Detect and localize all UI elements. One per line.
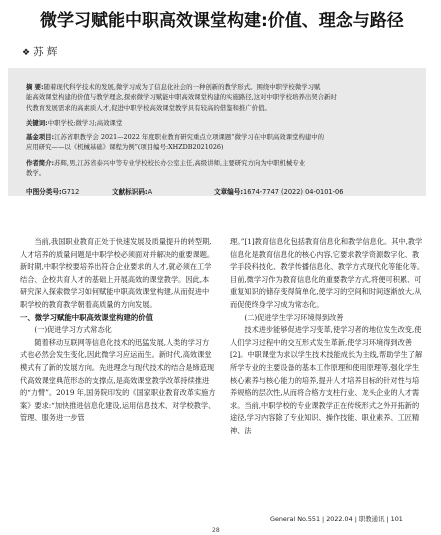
author-mark-icon: ❖: [22, 48, 31, 58]
article-number: 文章编号:1674-7747 (2022) 04-0101-06: [214, 188, 344, 196]
article-title: 微学习赋能中职高效课堂构建:价值、理念与路径: [40, 11, 404, 31]
author-info-line-1: 苏辉,男,江苏省泰兴中等专业学校校长办公室主任,高级讲师,主要研究方向为中职机械专业: [54, 159, 306, 167]
fund-line-2: 应用研究——以《机械基础》课程为例”(项目编号:XHZDB2021026): [26, 143, 224, 152]
author-line: [22, 44, 57, 59]
abstract-label: 摘 要:: [26, 83, 44, 91]
abstract-line-2: 能高效课堂构建的价值与教学理念,探索微学习赋能中职高效课堂构建的实施路径,这对中职学校培养出契合新时: [26, 93, 337, 102]
abstract-line-1: 随着现代科学技术的发展,微学习成为了信息化社会的一种创新的教学形式。围绕中职学校微学习赋: [43, 83, 321, 91]
fund-label: 基金项目:: [26, 133, 55, 141]
subsection-heading: (二)促进学生学习环境得到改善: [244, 312, 344, 322]
intro-paragraph: 当前,我国职业教育正处于快速发展及质量提升的转型期,人才培养的质量问题是中职学校必须面对并解决的重要课题。新时期,中职学校要培养出符合企业要求的人才,就必须在工学结合、企校共育人才的基础上开展高效的课堂教学。因此,本研究深入探索微学习如何赋能中职高效课堂构建,从而促进中职学校的教育教学朝着高质量的方向发展。: [20, 237, 215, 309]
fund-line-1: 江苏省职教学会 2021—2022 年度职业教育研究重点立项课题“微学习在中职高效课堂构建中的: [54, 133, 325, 141]
document-code: 文献标识码:A: [112, 188, 153, 196]
subsection-heading: (一)促进学习方式常态化: [34, 325, 112, 335]
fund: [26, 132, 426, 153]
abstract: [26, 82, 426, 113]
body-paragraph: 随着移动互联网等信息化技术的迅猛发展,人类的学习方式也必然会发生变化,因此微学习应运而生。新时代,高效课堂模式有了新的发展方向。先进理念与现代技术的结合是缔造现代高效课堂典范形态的支撑点,是高效课堂教学改革持续推进的“力臂”。2019 年,国务院印发的《国家职业教育改革实施方案》要求:“加快推进信息化建设,运用信息技术、对学校教学、管理、服务进一步管: [20, 337, 216, 423]
author-name: 苏 辉: [33, 46, 58, 58]
left-column: [20, 236, 216, 425]
author-info-label: 作者简介:: [26, 159, 55, 167]
abstract-line-3: 代教育发展需求的高素质人才,促进中职学校高效课堂教学具有较高的借鉴和推广价值。: [26, 103, 271, 112]
metadata-box: [8, 68, 426, 196]
keywords-label: 关键词:: [26, 119, 48, 127]
page-footer: General No.551 | 2022.04 | 职教通讯 | 101: [270, 515, 403, 523]
author-info: [26, 158, 426, 179]
section-heading: 一、微学习赋能中职高效课堂构建的价值: [20, 312, 154, 322]
page-number: 28: [212, 527, 220, 534]
body-paragraph-continued: 理。”[1]教育信息化包括教育信息化和教学信息化。其中,教学信息化是教育信息化的核心内容,它要求教学资源数字化、教学手段科技化、教学传播信息化、教学方式现代化等能化等。目前,微学习作为教育信息化的重要教学方式,将便可积累、可重复知识的储存变得简单化,使学习的空间和时间逐渐放大,从而促使终身学习成为常态化。: [230, 237, 425, 309]
keywords-text: 中职学校;微学习;高效课堂: [47, 119, 123, 127]
right-column: [230, 236, 426, 438]
author-info-line-2: 教学。: [26, 169, 46, 178]
body-paragraph: 技术进步能够促进学习变革,使学习者的地位发生改变,使人们学习过程中的交互形式发生革新,使学习环境得到改善[2]。中职课堂为求以学生技术技能成长为主线,帮助学生了解所学专业的主要设备的基本工作原理和使用原理等,强化学生核心素养与核心能力的培养,提升人才培养目标的针对性与培养规格的层次性,从而将合格方支柱行业、龙头企业的人才需求。当前,中职学校的专业课教学正在传统形式之外开拓新的途径,学习内容除了专业知识、操作技能、职业素养、工匠精神、法: [230, 325, 423, 435]
keywords: [26, 118, 426, 128]
clc-number: 中图分类号:G712: [26, 188, 80, 196]
